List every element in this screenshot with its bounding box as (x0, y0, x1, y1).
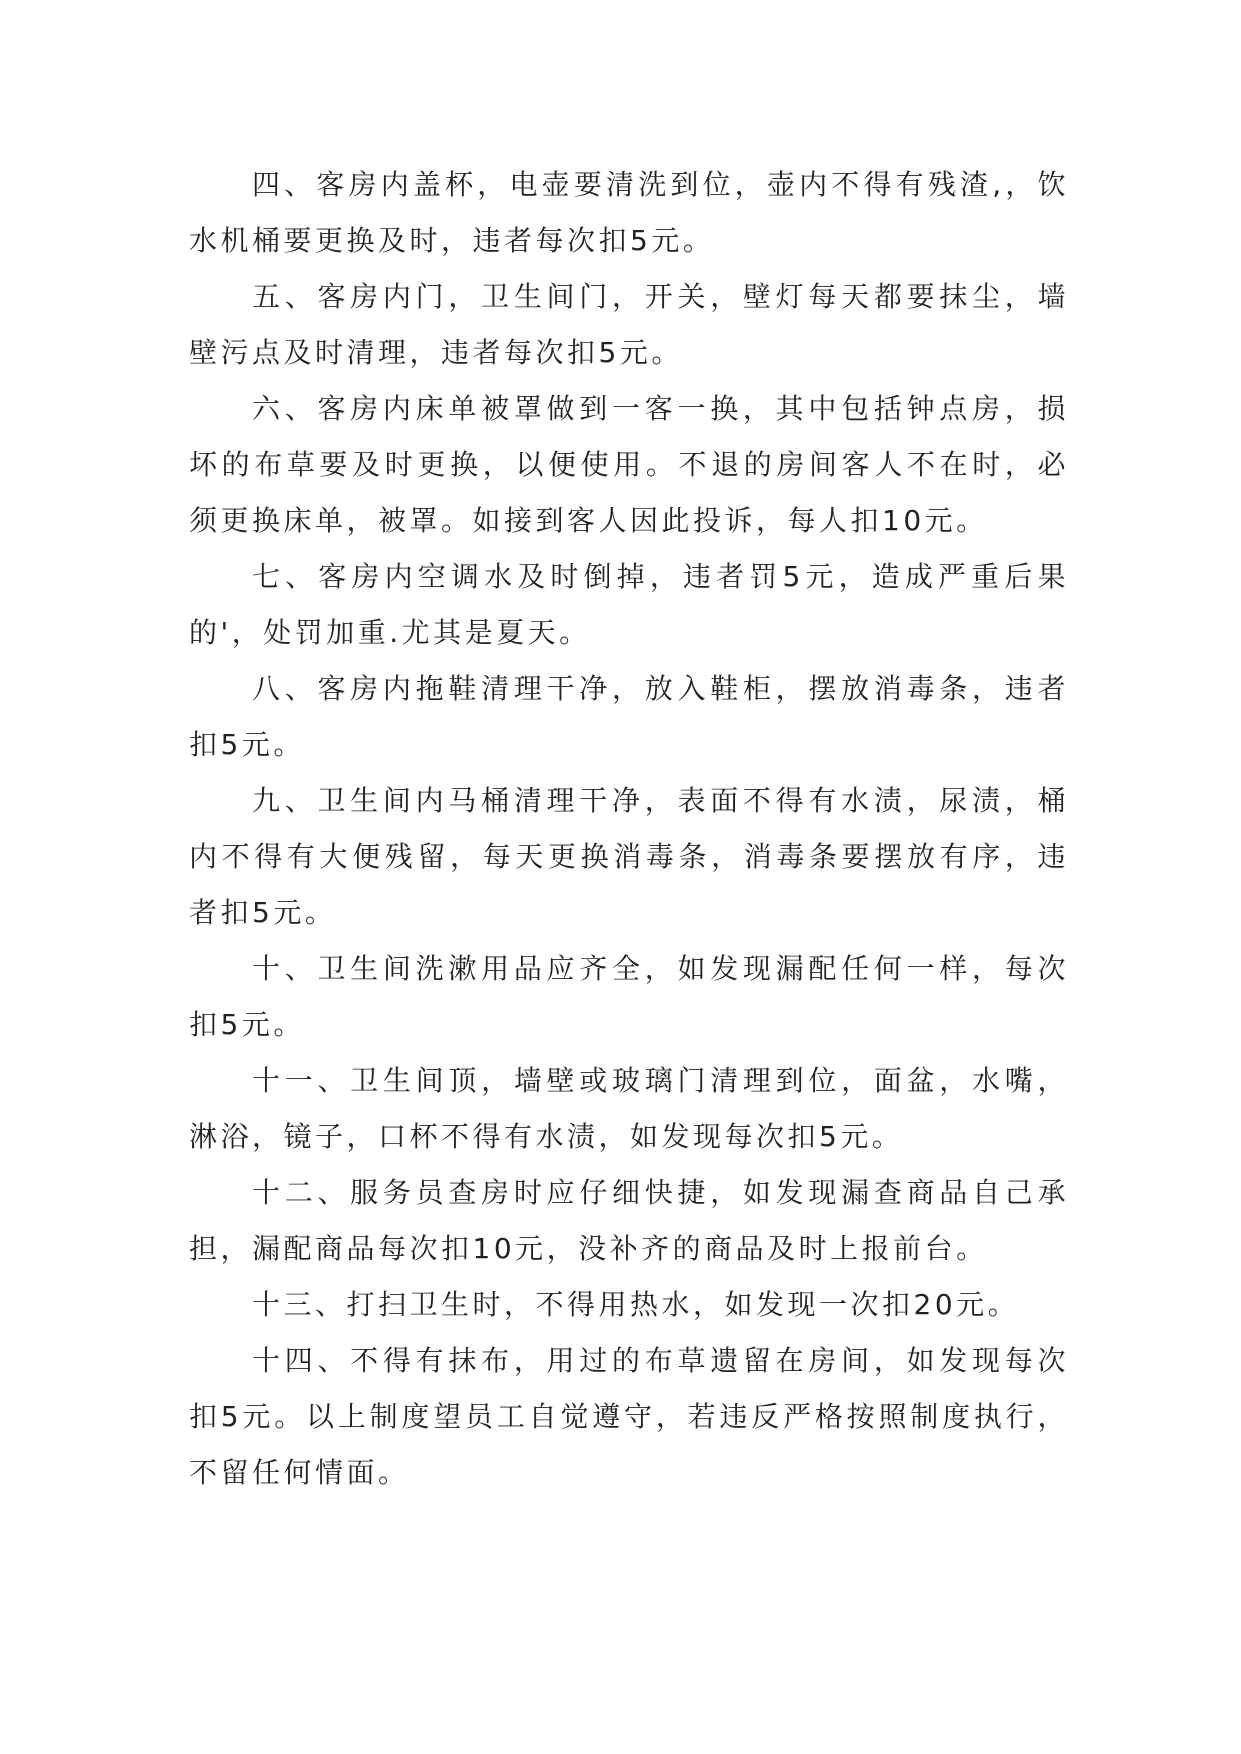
rule-paragraph-10: 十、卫生间洗漱用品应齐全，如发现漏配任何一样，每次扣5元。 (189, 952, 1069, 1041)
rule-paragraph-5: 五、客房内门，卫生间门，开关，壁灯每天都要抹尘，墙壁污点及时清理，违者每次扣5元。 (189, 280, 1069, 369)
rule-paragraph-6: 六、客房内床单被罩做到一客一换，其中包括钟点房，损坏的布草要及时更换，以便使用。不退的房间客人不在时，必须更换床单，被罩。如接到客人因此投诉，每人扣10元。 (189, 392, 1069, 537)
document-body (189, 157, 1069, 1501)
rule-paragraph-8: 八、客房内拖鞋清理干净，放入鞋柜，摆放消毒条，违者扣5元。 (189, 672, 1069, 761)
rule-paragraph-13: 十三、打扫卫生时，不得用热水，如发现一次扣20元。 (252, 1288, 1020, 1321)
rule-paragraph-4: 四、客房内盖杯，电壶要清洗到位，壶内不得有残渣,，饮水机桶要更换及时，违者每次扣5元。 (189, 168, 1069, 257)
rule-paragraph-11: 十一、卫生间顶，墙壁或玻璃门清理到位，面盆，水嘴，淋浴，镜子，口杯不得有水渍，如发现每次扣5元。 (189, 1064, 1069, 1153)
rule-paragraph-14: 十四、不得有抹布，用过的布草遗留在房间，如发现每次扣5元。以上制度望员工自觉遵守，若违反严格按照制度执行，不留任何情面。 (189, 1344, 1069, 1489)
rule-paragraph-7: 七、客房内空调水及时倒掉，违者罚5元，造成严重后果的'，处罚加重.尤其是夏天。 (189, 560, 1069, 649)
rule-paragraph-12: 十二、服务员查房时应仔细快捷，如发现漏查商品自己承担，漏配商品每次扣10元，没补齐的商品及时上报前台。 (189, 1176, 1069, 1265)
rule-paragraph-9: 九、卫生间内马桶清理干净，表面不得有水渍，尿渍，桶内不得有大便残留，每天更换消毒条，消毒条要摆放有序，违者扣5元。 (189, 784, 1069, 929)
